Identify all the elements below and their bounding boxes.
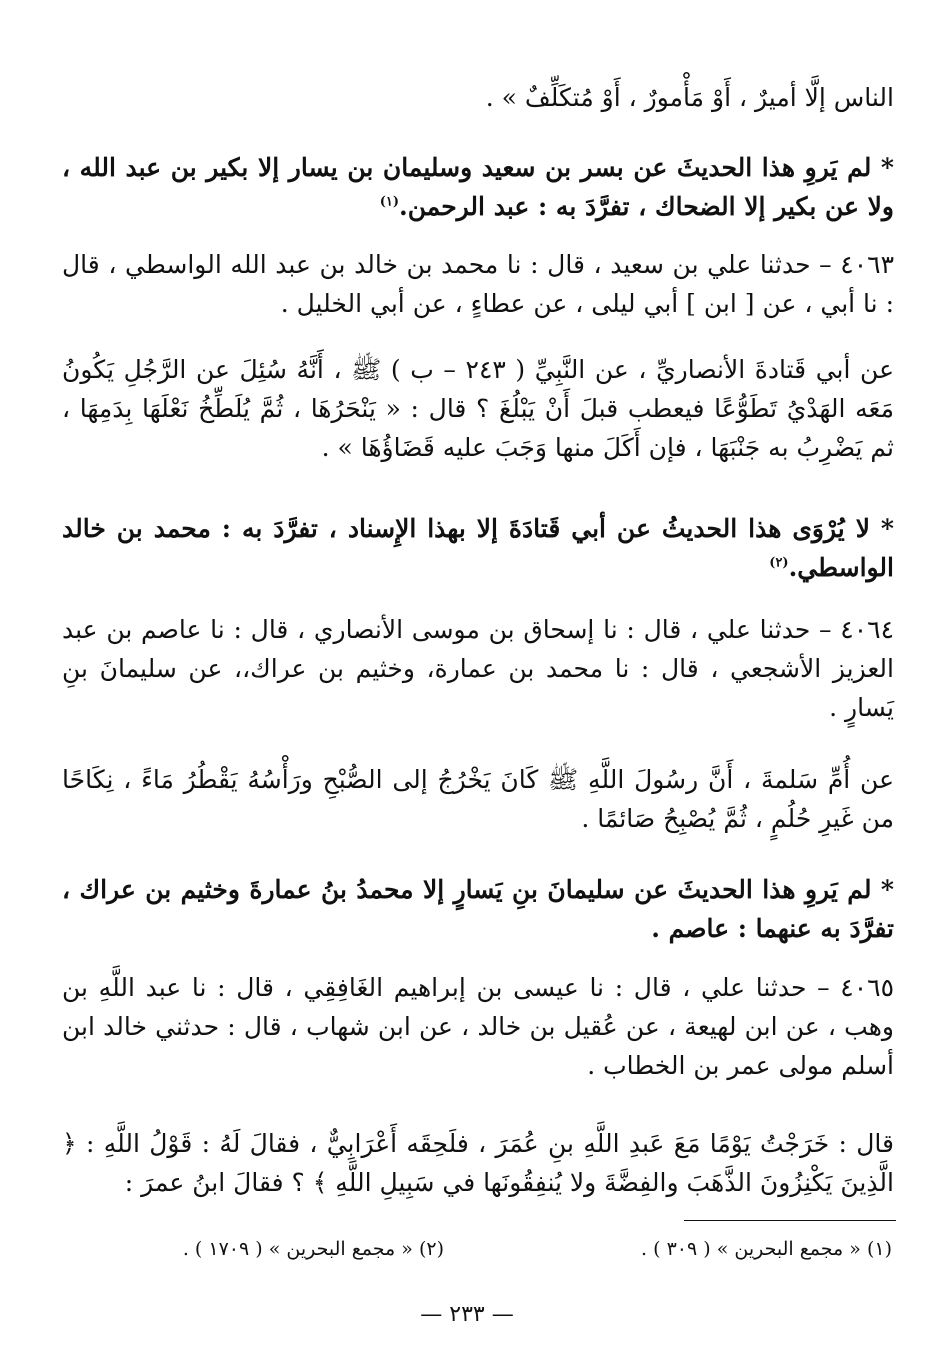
note-paragraph-5 bbox=[62, 509, 894, 587]
footnote-divider bbox=[684, 1220, 896, 1221]
page-number: — ٢٣٣ — bbox=[420, 1302, 514, 1327]
hadith-4063-chain-text: ٤٠٦٣ – حدثنا علي بن سعيد ، قال : نا محمد بن خالد بن عبد الله الواسطي ، قال : نا أبي ، عن [ ابن ] أبي ليلى ، عن عطاءٍ ، عن أبي الخليل . bbox=[62, 250, 894, 318]
paragraph-1 bbox=[62, 78, 894, 117]
hadith-4063-text-body: عن أبي قَتادةَ الأنصاريِّ ، عن النَّبِيِّ ( ٢٤٣ – ب ) ﷺ ، أَنَّهُ سُئِلَ عن الرَّجُلِ يَكُونُ مَعَه الهَدْيُ تَطَوُّعًا فيعطب قبلَ أَنْ يَبْلُغَ ؟ قال : « يَنْحَرُهَا ، ثُمَّ يُلَطِّخُ نَعْلَهَا بِدَمِهَا ، ثم يَضْرِبُ به جَنْبَهَا ، فإن أَكَلَ منها وَجَبَ عليه قَضَاؤُهَا » . bbox=[62, 355, 894, 462]
hadith-4063-text bbox=[62, 350, 894, 467]
note-paragraph-2-text: * لم يَروِ هذا الحديثَ عن بسر بن سعيد وسليمان بن يسار إلا بكير بن عبد الله ، ولا عن بكير إلا الضحاك ، تفرَّدَ به : عبد الرحمن. bbox=[62, 153, 894, 221]
footnote-ref-2: (٢) bbox=[769, 555, 789, 571]
footnote-1: (١) « مجمع البحرين » ( ٣٠٩ ) . bbox=[641, 1238, 892, 1260]
note-paragraph-8 bbox=[62, 870, 894, 948]
hadith-4064-text-body: عن أُمِّ سَلمةَ ، أَنَّ رسُولَ اللَّهِ ﷺ كَانَ يَخْرُجُ إلى الصُّبْحِ ورَأْسُهُ يَقْطُرُ مَاءً ، نِكَاحًا من غَيرِ حُلُمٍ ، ثُمَّ يُصْبِحُ صَائمًا . bbox=[62, 765, 894, 833]
paragraph-1-text: الناس إلَّا أميرٌ ، أَوْ مَأْمورٌ ، أَوْ مُتكَلِّفٌ » . bbox=[485, 83, 894, 112]
hadith-4065-text bbox=[62, 1124, 894, 1202]
hadith-4063-chain bbox=[62, 245, 894, 323]
note-paragraph-8-text: * لم يَروِ هذا الحديثَ عن سليمانَ بنِ يَسارٍ إلا محمدُ بنُ عمارةَ وخثيم بن عراك ، تفرَّدَ به عنهما : عاصم . bbox=[62, 875, 894, 943]
footnote-ref-1: (١) bbox=[379, 194, 399, 210]
footnote-2: (٢) « مجمع البحرين » ( ١٧٠٩ ) . bbox=[182, 1238, 444, 1260]
hadith-4065-chain bbox=[62, 968, 894, 1085]
hadith-4065-text-body: قال : خَرَجْتُ يَوْمًا مَعَ عَبدِ اللَّهِ بنِ عُمَرَ ، فلَحِقَه أَعْرَابِيٌّ ، فقالَ لَهُ : قَوْلُ اللَّهِ : ﴿ الَّذِينَ يَكْنِزُونَ الذَّهَبَ والفِضَّةَ ولا يُنفِقُونَها في سَبِيلِ اللَّهِ ﴾ ؟ فقالَ ابنُ عمرَ : bbox=[62, 1129, 894, 1197]
note-paragraph-2 bbox=[62, 148, 894, 226]
hadith-4064-text bbox=[62, 760, 894, 838]
note-paragraph-5-text: * لا يُرْوَى هذا الحديثُ عن أبي قَتادَةَ إلا بهذا الإِسناد ، تفرَّدَ به : محمد بن خالد الواسطي. bbox=[62, 514, 894, 582]
hadith-4064-chain-text: ٤٠٦٤ – حدثنا علي ، قال : نا إسحاق بن موسى الأنصاري ، قال : نا عاصم بن عبد العزيز الأشجعي ، قال : نا محمد بن عمارة، وخثيم بن عراك،، عن سليمانَ بنِ يَسارٍ . bbox=[62, 615, 894, 722]
hadith-4064-chain bbox=[62, 610, 894, 727]
hadith-4065-chain-text: ٤٠٦٥ – حدثنا علي ، قال : نا عيسى بن إبراهيم الغَافِقِي ، قال : نا عبد اللَّهِ بن وهب ، عن ابن لهيعة ، عن عُقيل بن خالد ، عن ابن شهاب ، قال : حدثني خالد ابن أسلم مولى عمر بن الخطاب . bbox=[62, 973, 894, 1080]
